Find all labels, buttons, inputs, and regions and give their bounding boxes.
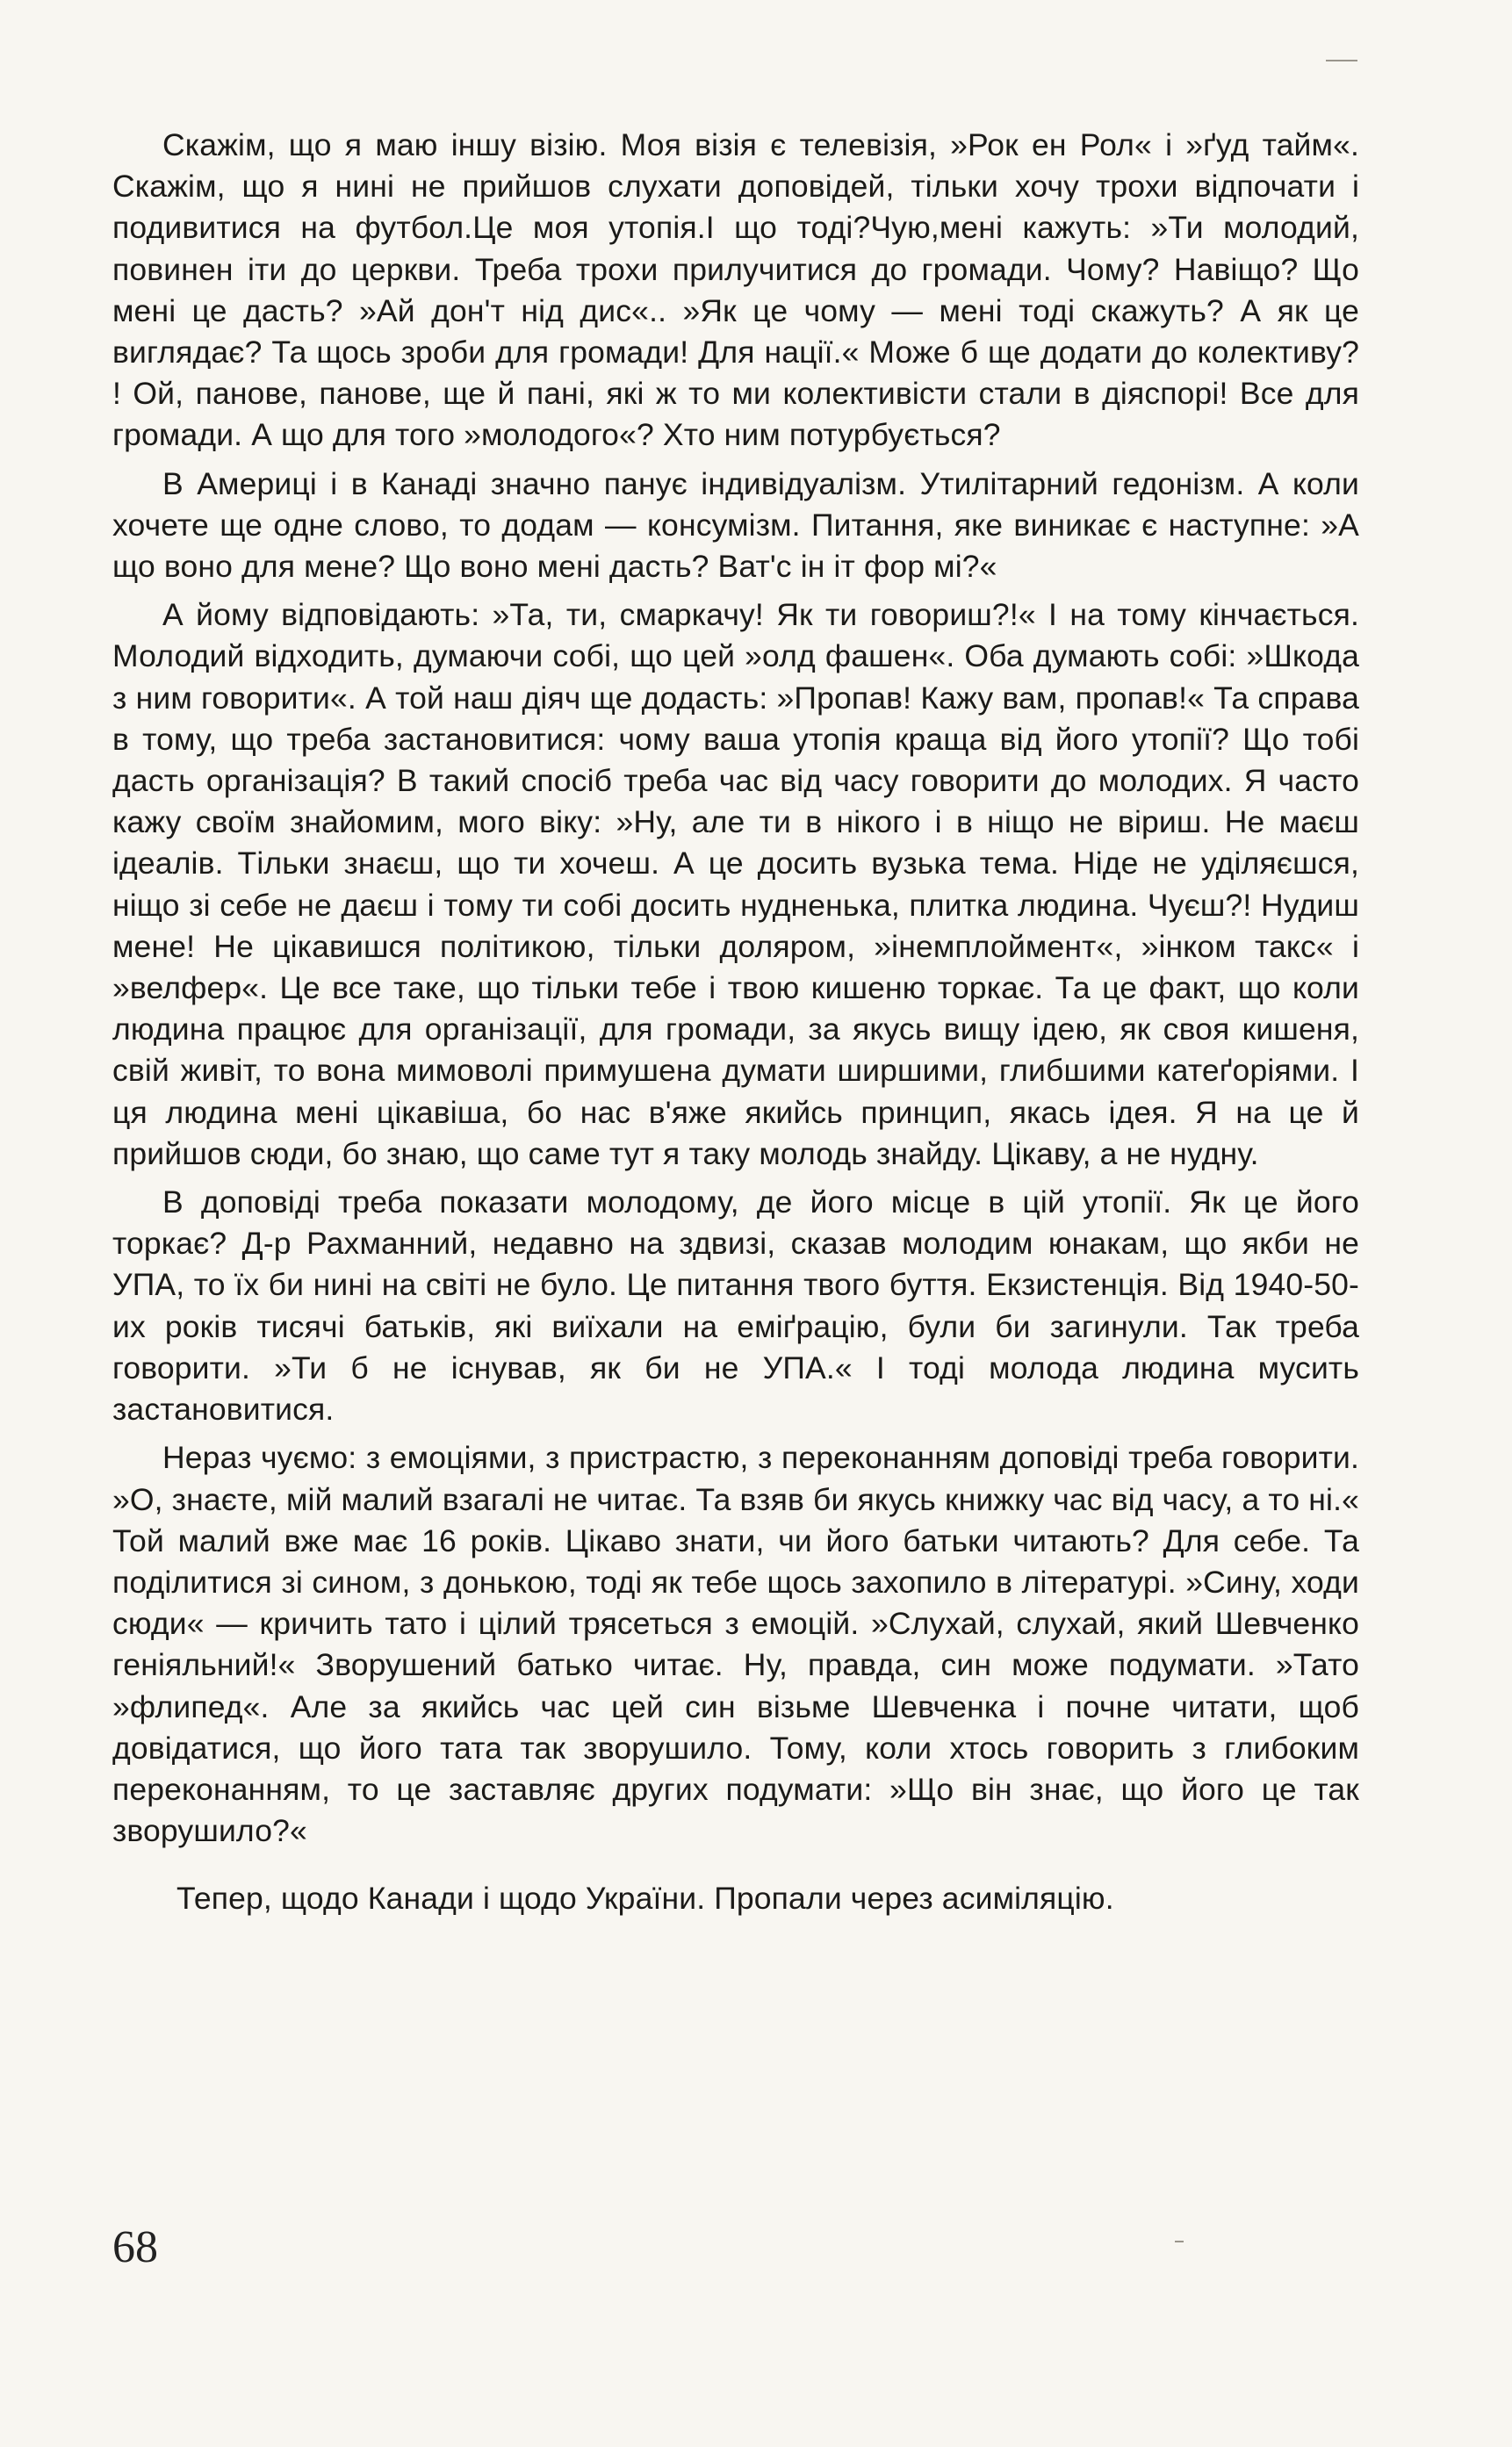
paragraph-3: А йому відповідають: »Та, ти, смаркачу! Як ти говориш?!« І на тому кінчається. Молодий відходить, думаючи собі, що цей »олд фашен«. Оба думають собі: »Шкода з ним говорити«. А той наш діяч ще додасть: »Пропав! Кажу вам, пропав!« Та справа в тому, що треба застановитися: чому ваша утопія краща від його утопії? Що тобі дасть організація? В такий спосіб треба час від часу говорити до молодих. Я часто кажу своїм знайомим, мого віку: »Ну, але ти в нікого і в ніщо не віриш. Не маєш ідеалів. Тільки знаєш, що ти хочеш. А це досить вузька тема. Ніде не уділяєшся, ніщо зі себе не даєш і тому ти собі досить нудненька, плитка людина. Чуєш?! Нудиш мене! Не цікавишся політикою, тільки доляром, »інемплоймент«, »інком такс« і »велфер«. Це все таке, що тільки тебе і твою кишеню торкає. Та це факт, що коли людина працює для організації, для громади, за якусь вищу ідею, як своя кишеня, свій живіт, то вона мимоволі примушена думати ширшими, глибшими катеґоріями. І ця людина мені цікавіша, бо нас в'яже якийсь принцип, якась ідея. Я на це й прийшов сюди, бо знаю, що саме тут я таку молодь знайду. Цікаву, а не нудну.	[112, 597, 1359, 1171]
scan-mark	[1175, 2241, 1184, 2242]
page-number: 68	[112, 2222, 158, 2272]
paragraph-1: Скажім, що я маю іншу візію. Моя візія є телевізія, »Рок ен Рол« і »ґуд тайм«. Скажім, що я нині не прийшов слухати доповідей, тільки хочу трохи відпочати і подивитися на футбол.Це моя утопія.І що тоді?Чую,мені кажуть: »Ти молодий, повинен іти до церкви. Треба трохи прилучитися до громади. Чому? Навіщо? Що мені це дасть? »Ай дон'т нід дис«.. »Як це чому — мені тоді скажуть? А як це виглядає? Та щось зроби для громади! Для нації.« Може б ще додати до колективу? ! Ой, панове, панове, ще й пані, які ж то ми колективісти стали в діяспорі! Все для громади. А що для того »молодого«? Хто ним потурбується?	[112, 127, 1359, 453]
paragraph-6: Тепер, щодо Канади і щодо України. Пропали через асиміляцію.	[176, 1881, 1114, 1917]
paragraph-4: В доповіді треба показати молодому, де його місце в цій утопії. Як це його торкає? Д-р Рахманний, недавно на здвизі, сказав молодим юнакам, що якби не УПА, то їх би нині на світі не було. Це питання твого буття. Екзистенція. Від 1940-50-их років тисячі батьків, які виїхали на еміґрацію, були би загинули. Так треба говорити. »Ти б не існував, як би не УПА.« І тоді молода людина мусить застановитися.	[112, 1184, 1359, 1428]
scan-mark	[1326, 60, 1357, 61]
paragraph-5: Нераз чуємо: з емоціями, з пристрастю, з переконанням доповіді треба говорити. »О, знаєте, мій малий взагалі не читає. Та взяв би якусь книжку час від часу, а то ні.« Той малий вже має 16 років. Цікаво знати, чи його батьки читають? Для себе. Та поділитися зі сином, з донькою, тоді як тебе щось захопило в літературі. »Сину, ходи сюди« — кричить тато і цілий трясеться з емоцій. »Слухай, слухай, який Шевченко геніяльний!« Зворушений батько читає. Ну, правда, син може подумати. »Тато »флипед«. Але за якийсь час цей син візьме Шевченка і почне читати, щоб довідатися, що його тата так зворушило. Тому, коли хтось говорить з глибоким переконанням, то це заставляє других подумати: »Що він знає, що його це так зворушило?«	[112, 1440, 1359, 1849]
text-column	[112, 125, 1359, 1920]
paragraph-2: В Америці і в Канаді значно панує індивідуалізм. Утилітарний гедонізм. А коли хочете ще одне слово, то додам — консумізм. Питання, яке виникає є наступне: »А що воно для мене? Що воно мені дасть? Ват'с ін іт фор мі?«	[112, 465, 1359, 585]
